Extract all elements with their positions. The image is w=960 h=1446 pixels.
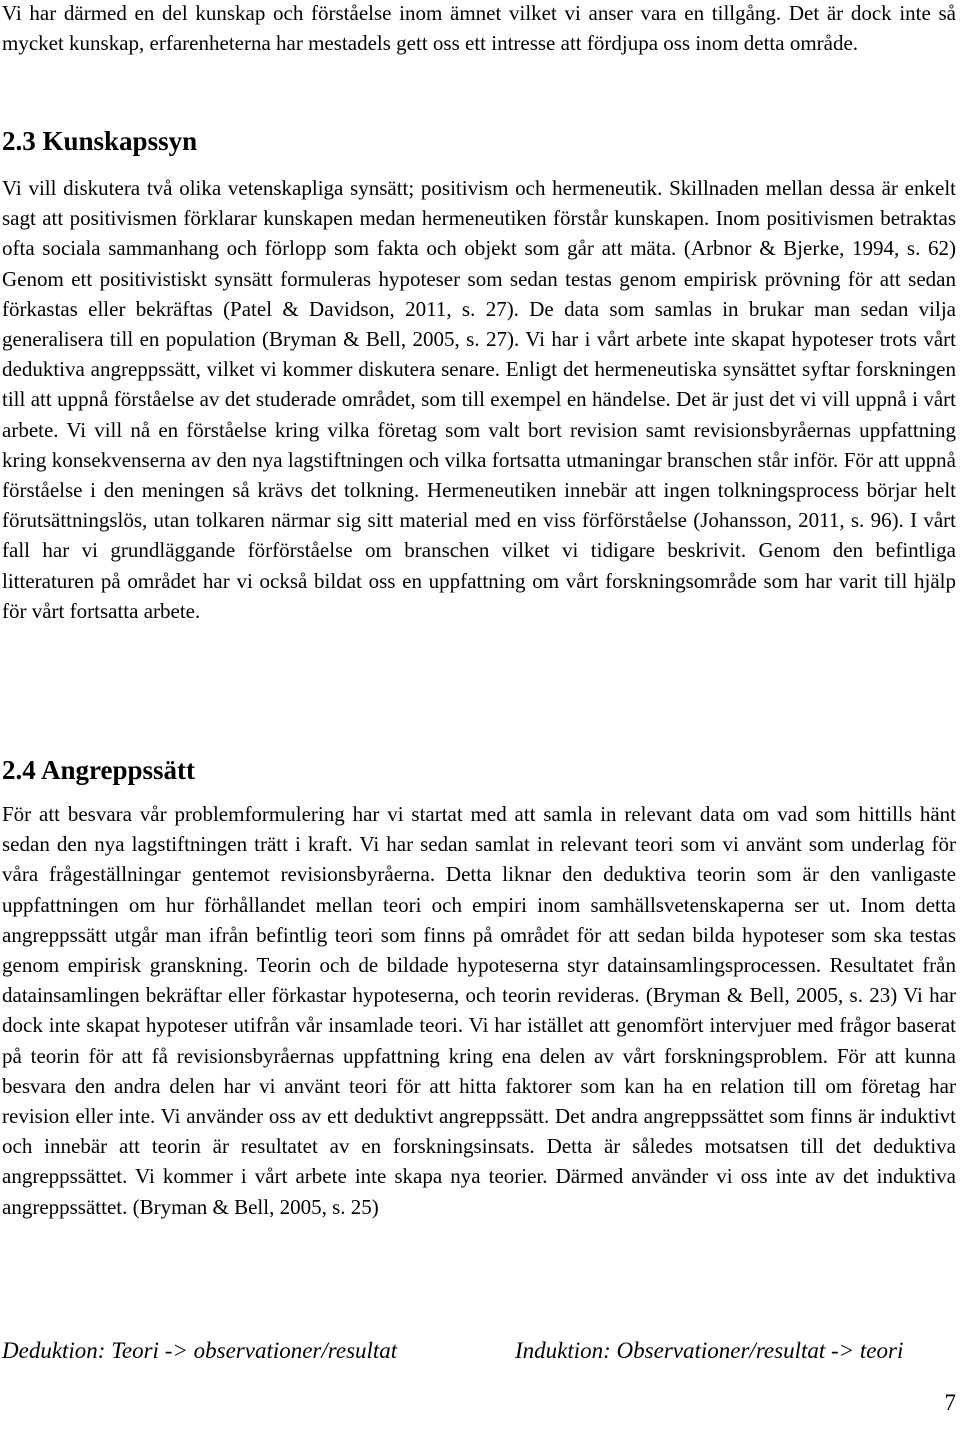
angreppssatt-paragraph: För att besvara vår problemformulering har vi startat med att samla in relevant data om vad som hittills hänt sedan den nya lagstiftningen trätt i kraft. Vi har sedan samlat in relevant teori som vi använt som underlag för våra frågeställningar gentemot revisionsbyråerna. Detta liknar den deduktiva teorin som är den vanligaste uppfattningen om hur förhållandet mellan teori och empiri inom samhällsvetenskaperna ser ut. Inom detta angreppssätt utgår man ifrån befintlig teori som finns på området för att sedan bilda hypoteser som ska testas genom empirisk granskning. Teorin och de bildade hypoteserna styr datainsamlingsprocessen. Resultatet från datainsamlingen bekräftar eller förkastar hypoteserna, och teorin revideras. (Bryman & Bell, 2005, s. 23) Vi har dock inte skapat hypoteser utifrån vår insamlade teori. Vi har istället att genomfört intervjuer med frågor baserat på teorin för att få revisionsbyråernas uppfattning kring ena delen av vårt forskningsproblem. För att kunna besvara den andra delen har vi använt teori för att hitta faktorer som kan ha en relation till om företag har revision eller inte. Vi använder oss av ett deduktivt angreppssätt. Det andra angreppssättet som finns är induktivt och innebär att teorin är resultatet av en forskningsinsats. Detta är således motsatsen till det deduktiva angreppssättet. Vi kommer i vårt arbete inte skapa nya teorier. Därmed använder vi oss inte av det induktiva angreppssättet. (Bryman & Bell, 2005, s. 25) [2, 802, 956, 1219]
deduction-formula: Deduktion: Teori -> observationer/resultat [2, 1338, 398, 1363]
section-heading-kunskapssyn: 2.3 Kunskapssyn [2, 126, 198, 156]
kunskapssyn-paragraph: Vi vill diskutera två olika vetenskapliga synsätt; positivism och hermeneutik. Skillnaden mellan dessa är enkelt sagt att positivismen förklarar kunskapen medan hermeneutiken förstår kunskapen. Inom positivismen betraktas ofta sociala sammanhang och förlopp som fakta och objekt som går att mäta. (Arbnor & Bjerke, 1994, s. 62) Genom ett positivistiskt synsätt formuleras hypoteser som sedan testas genom empirisk prövning för att sedan förkastas eller bekräftas (Patel & Davidson, 2011, s. 27). De data som samlas in brukar man sedan vilja generalisera till en population (Bryman & Bell, 2005, s. 27). Vi har i vårt arbete inte skapat hypoteser trots vårt deduktiva angreppssätt, vilket vi kommer diskutera senare. Enligt det hermeneutiska synsättet syftar forskningen till att uppnå förståelse av det studerade området, som till exempel en händelse. Det är just det vi vill uppnå i vårt arbete. Vi vill nå en förståelse kring vilka företag som valt bort revision samt revisionsbyråernas uppfattning kring konsekvenserna av den nya lagstiftningen och vilka fortsatta utmaningar branschen står inför. För att uppnå förståelse i den meningen så krävs det tolkning. Hermeneutiken innebär att ingen tolkningsprocess börjar helt förutsättningslös, utan tolkaren närmar sig sitt material med en viss förförståelse (Johansson, 2011, s. 96). I vårt fall har vi grundläggande förförståelse om branschen vilket vi tidigare beskrivit. Genom den befintliga litteraturen på området har vi också bildat oss en uppfattning om vårt forskningsområde som har varit till hjälp för vårt fortsatta arbete. [2, 176, 956, 623]
induction-formula: Induktion: Observationer/resultat -> teori [515, 1338, 904, 1363]
page-number: 7 [944, 1390, 956, 1415]
intro-paragraph: Vi har därmed en del kunskap och förståelse inom ämnet vilket vi anser vara en tillgång. Det är dock inte så mycket kunskap, erfarenheterna har mestadels gett oss ett intresse att fördjupa oss inom detta område. [2, 1, 956, 56]
section-heading-angreppssatt: 2.4 Angreppssätt [2, 755, 196, 785]
